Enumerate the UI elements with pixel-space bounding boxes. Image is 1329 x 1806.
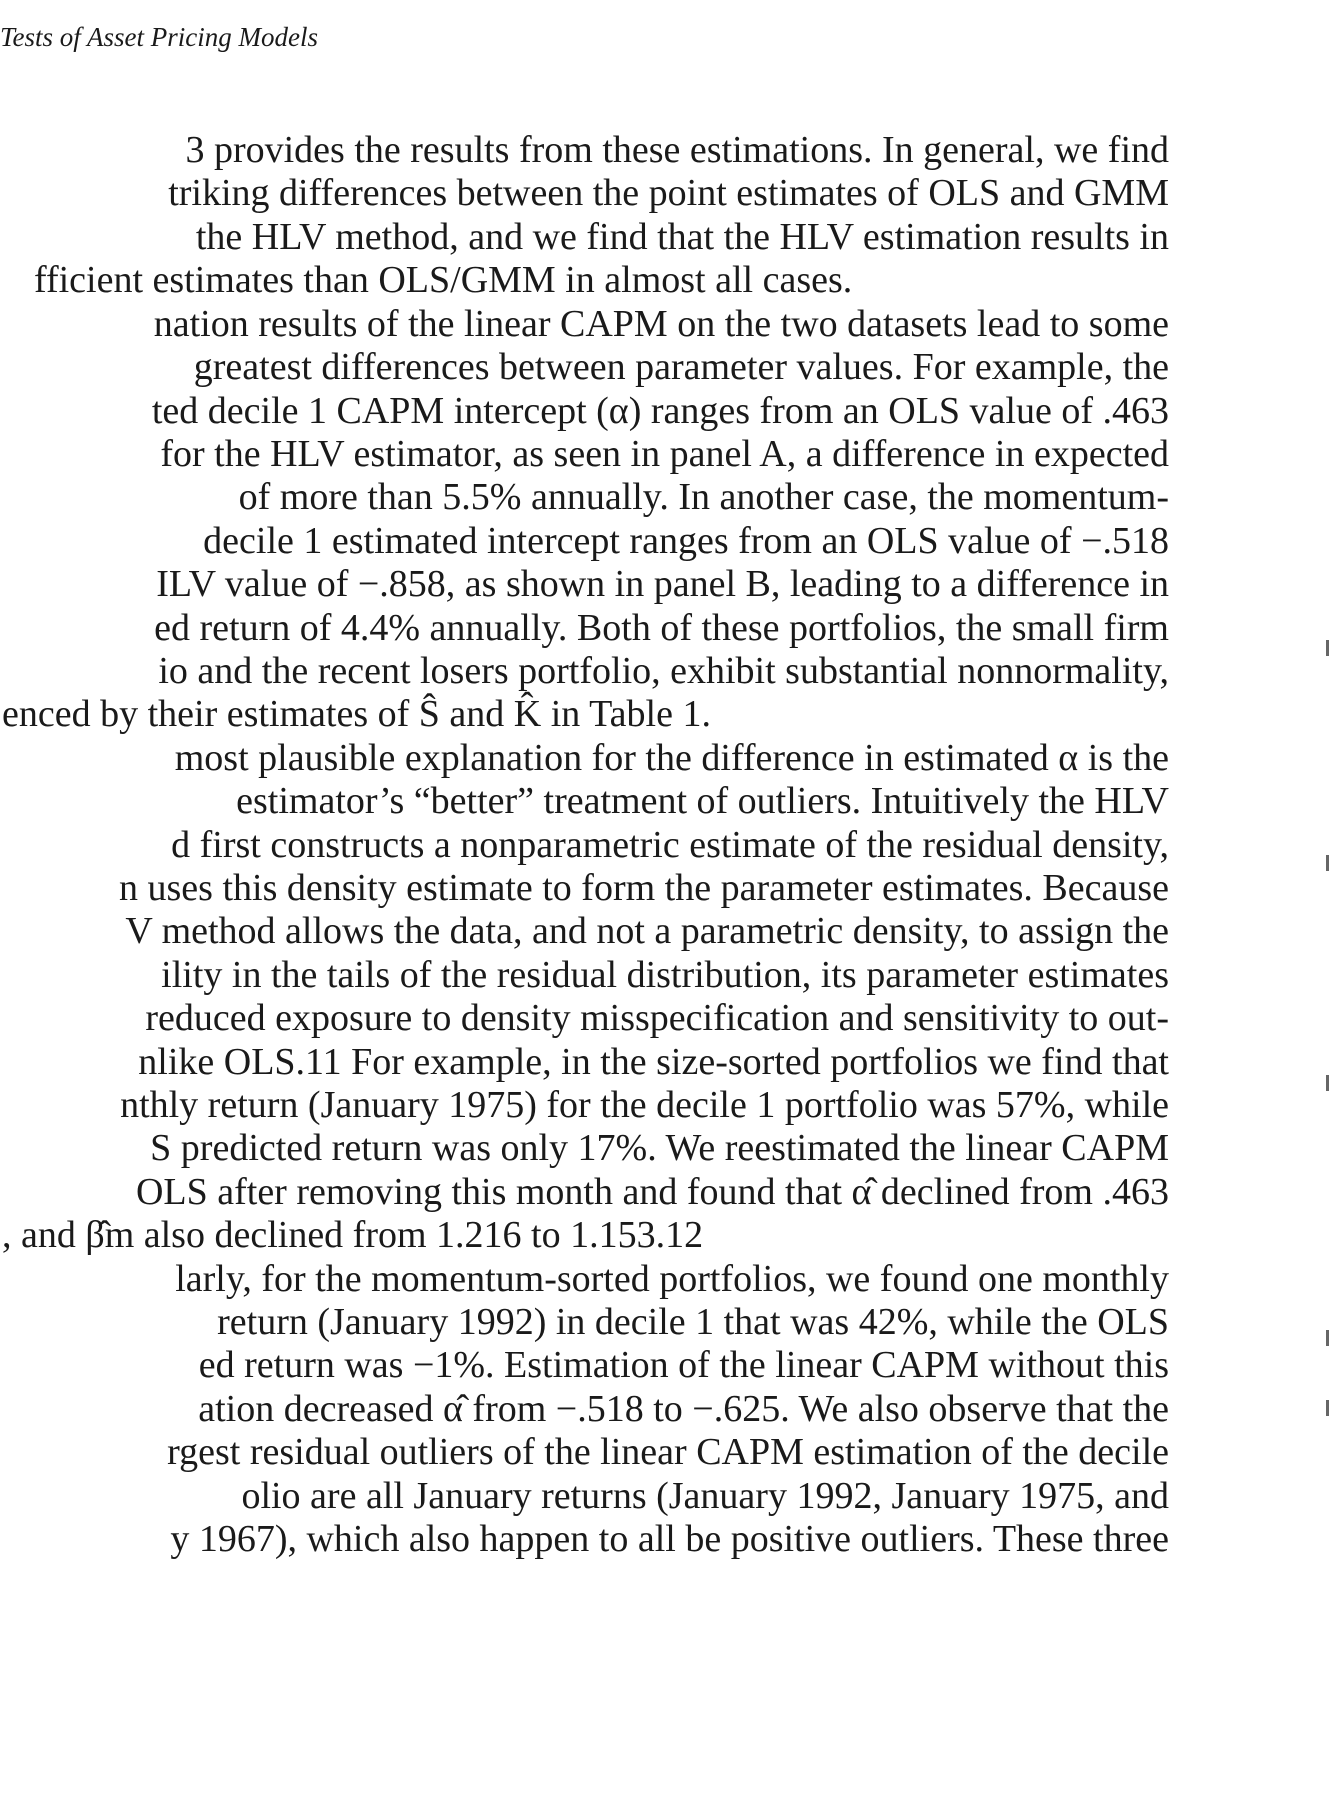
text-line: io and the recent losers portfolio, exhibit substantial nonnormality, — [158, 650, 1169, 692]
text-line: y 1967), which also happen to all be positive outliers. These three — [170, 1518, 1169, 1560]
text-line: the HLV method, and we find that the HLV estimation results in — [195, 216, 1169, 258]
text-line: n uses this density estimate to form the parameter estimates. Because — [119, 867, 1169, 909]
text-line: return (January 1992) in decile 1 that was 42%, while the OLS — [217, 1301, 1169, 1343]
text-line: estimator’s “better” treatment of outliers. Intuitively the HLV — [236, 780, 1169, 822]
text-line: most plausible explanation for the difference in estimated α is the — [174, 737, 1169, 779]
text-line: d first constructs a nonparametric estimate of the residual density, — [171, 824, 1169, 866]
text-line: of more than 5.5% annually. In another case, the momentum- — [238, 476, 1169, 518]
text-line: ILV value of −.858, as shown in panel B, leading to a difference in — [156, 563, 1169, 605]
running-head: Tests of Asset Pricing Models — [0, 22, 319, 52]
text-line: larly, for the momentum-sorted portfolios, we found one monthly — [175, 1258, 1169, 1300]
text-line: greatest differences between parameter values. For example, the — [193, 346, 1169, 388]
text-line: S predicted return was only 17%. We reestimated the linear CAPM — [150, 1127, 1169, 1169]
text-line: V method allows the data, and not a parametric density, to assign the — [125, 910, 1169, 952]
text-line: ed return of 4.4% annually. Both of these portfolios, the small firm — [154, 607, 1169, 649]
text-line: decile 1 estimated intercept ranges from an OLS value of −.518 — [203, 520, 1169, 562]
text-line: nthly return (January 1975) for the decile 1 portfolio was 57%, while — [120, 1084, 1169, 1126]
text-line: , and β̂m also declined from 1.216 to 1.153.12 — [2, 1214, 704, 1256]
text-line: enced by their estimates of Ŝ and K̂ in Table 1. — [2, 693, 711, 735]
text-line: ed return was −1%. Estimation of the linear CAPM without this — [198, 1344, 1169, 1386]
text-line: nation results of the linear CAPM on the two datasets lead to some — [153, 303, 1169, 345]
text-line: 3 provides the results from these estimations. In general, we find — [185, 129, 1169, 171]
text-line: OLS after removing this month and found that α̂ declined from .463 — [135, 1171, 1169, 1213]
text-line: ation decreased α̂ from −.518 to −.625. We also observe that the — [198, 1388, 1169, 1430]
text-line: olio are all January returns (January 1992, January 1975, and — [241, 1475, 1169, 1517]
text-line: ted decile 1 CAPM intercept (α) ranges from an OLS value of .463 — [151, 390, 1169, 432]
text-line: nlike OLS.11 For example, in the size-sorted portfolios we find that — [138, 1041, 1169, 1083]
text-line: reduced exposure to density misspecification and sensitivity to out- — [145, 997, 1169, 1039]
text-line: triking differences between the point estimates of OLS and GMM — [168, 172, 1169, 214]
text-line: rgest residual outliers of the linear CAPM estimation of the decile — [167, 1431, 1169, 1473]
text-line: ility in the tails of the residual distribution, its parameter estimates — [161, 954, 1169, 996]
text-line: fficient estimates than OLS/GMM in almost all cases. — [34, 259, 853, 301]
text-line: for the HLV estimator, as seen in panel A, a difference in expected — [160, 433, 1169, 475]
